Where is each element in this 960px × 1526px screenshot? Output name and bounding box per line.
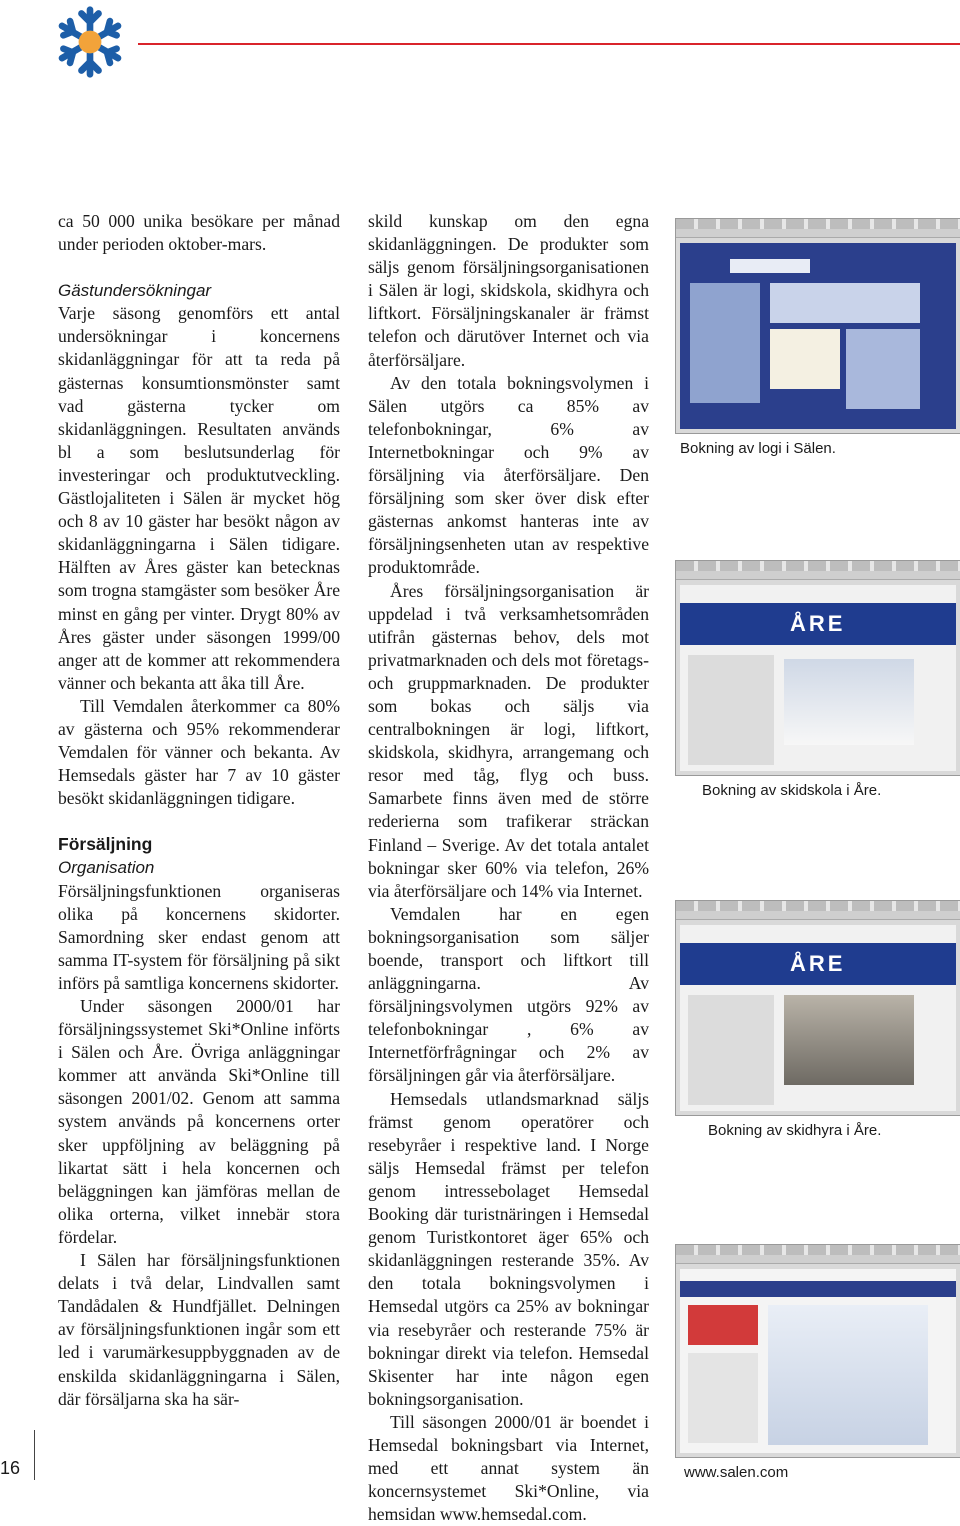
header-rule (138, 43, 960, 45)
nav-list (688, 1353, 758, 1443)
snowflake-logo-icon (52, 4, 128, 80)
subheading-organisation: Organisation (58, 858, 155, 878)
rental-photo (784, 995, 914, 1085)
site-header-bar (680, 1281, 956, 1297)
paragraph: Varje säsong genomförs ett antal undersökningar i koncernens skidanläggningar för att ta reda på gästernas konsumtionsmönster samt vad gästerna tycker om skidanläggningen. Resultaten används bl a som beslutsunderlag för investeringar och produktutveckling. Gästlojaliteten i Sälen är mycket hög och 8 av 10 gäster har besökt någon av skidanläggningarna i Sälen tidigare. Hälften av Åres gäster kan betecknas som trogna stamgäster som besöker Åre minst en gång per vinter. Drygt 80% av Åres gäster under säsongen 1999/00 anger att de kommer att rekommendera vänner och bekanta att åka till Åre. (58, 303, 340, 693)
text-column-middle (368, 210, 649, 1526)
skier-photo (784, 659, 914, 745)
paragraph: Till säsongen 2000/01 är boendet i Hemsedal bokningsbart via Internet, med ett annat system än koncernsystemet Ski*Online, via hemsidan www.hemsedal.com. (368, 1411, 649, 1525)
booking-form-box (770, 329, 840, 389)
welcome-box (770, 283, 920, 323)
paragraph: Försäljningsfunktionen organiseras olika på koncernens skidorter. Samordning sker endast genom att samma IT-system för försäljning på sikt införs på samtliga koncernens skidorter. (58, 880, 340, 993)
are-banner-text: ÅRE (790, 611, 846, 636)
paragraph: ca 50 000 unika besökare per månad under perioden oktober-mars. (58, 211, 340, 255)
screenshot-are-skidskola (675, 560, 960, 776)
paragraph: Av den totala bokningsvolymen i Sälen utgörs ca 85% av telefonbokningar, 6% av Internetbokningar och 9% av försäljning via återförsäljare. Den försäljning som sker över disk efter gästernas ankomst hanteras inte av försäljningsenheten utan av respektive produktområde. (368, 372, 649, 578)
screenshot-salen-logi (675, 218, 960, 434)
skier-collage (768, 1305, 928, 1445)
info-box (846, 329, 920, 409)
paragraph: Hemsedals utlandsmarknad säljs främst genom operatörer och resebyråer i respektive land. I Norge säljs Hemsedal främst per telefon genom intressebolaget Hemsedal Booking där turistnäringen i Hemsedal genom Turistkontoret äger 65% och skidanläggningen resterande 35%. Av den totala bokningsvolymen i Hemsedal utgörs ca 25% av bokningar via resebyråer och resterande 75% är bokningar direkt via telefon. Hemsedal Skisenter har inte någon egen bokningsorganisation. (368, 1088, 649, 1409)
left-text-block (688, 995, 774, 1105)
screenshot-are-skidhyra (675, 900, 960, 1116)
paragraph: skild kunskap om den egna skidanläggningen. De produkter som säljs genom försäljningsorganisationen i Sälen är logi, skidskola, skidhyra och liftkort. Försäljningskanaler är främst telefon och därutöver Internet och via återförsäljare. (368, 211, 649, 370)
text-column-left (58, 210, 340, 1411)
left-text-block (688, 655, 774, 765)
caption: Bokning av skidskola i Åre. (702, 782, 882, 799)
sidebar-panel (690, 283, 760, 403)
are-banner (680, 943, 956, 985)
promo-box (688, 1305, 758, 1345)
heading-forsaljning: Försäljning (58, 834, 153, 855)
caption: Bokning av skidhyra i Åre. (708, 1122, 882, 1139)
paragraph: Vemdalen har en egen bokningsorganisation som säljer boende, transport och liftkort till anläggningarna. Av försäljningsvolymen utgörs 92% av telefonbokningar , 6% av Internetförfrågningar och 2% av försäljningen går via återförsäljare. (368, 903, 649, 1086)
subheading-gastundersokningar: Gästundersökningar (58, 281, 212, 301)
paragraph: Under säsongen 2000/01 har försäljningssystemet Ski*Online införts i Sälen och Åre. Övriga anläggningar kommer att använda Ski*Online till säsongen 2001/02. Genom att samma system används på koncernens orter sker uppföljning av beläggning på likartat sätt i hela koncernen och beläggningen kan jämföras mellan de olika orterna, vilket innebär stora fördelar. (58, 996, 340, 1247)
caption: Bokning av logi i Sälen. (680, 440, 836, 457)
are-banner-text: ÅRE (790, 951, 846, 976)
paragraph: I Sälen har försäljningsfunktionen delats i två delar, Lindvallen samt Tandådalen & Hundfjället. Delningen av försäljningsfunktionen ingår som ett led i varumärkesuppbyggnaden av de enskilda skidanläggningarna i Sälen, där försäljarna ska ha sär- (58, 1250, 340, 1409)
caption-url: www.salen.com (684, 1464, 789, 1481)
paragraph: Åres försäljningsorganisation är uppdelad i två verksamhetsområden utifrån gästernas behov, dels mot privatmarknaden och dels mot företags- och gruppmarknaden. De produkter som bokas och säljs via centralbokningen är logi, liftkort, skidskola, skidhyra, arrangemang och resor med tåg, flyg och buss. Samarbete finns även med de större rederierna som trafikerar sträckan Finland – Sverige. Av det totala antalet bokningar sker 60% via telefon, 26% via återförsäljare och 14% via Internet. (368, 580, 649, 901)
page-number: 16 (0, 1458, 21, 1478)
site-logo-placeholder (730, 259, 810, 273)
page-number-rule (34, 1430, 35, 1480)
screenshot-salen-com (675, 1244, 960, 1458)
paragraph: Till Vemdalen återkommer ca 80% av gästerna och 95% rekommenderar Vemdalen för vänner och bekanta. Av Hemsedals gäster har 7 av 10 gäster besökt skidanläggningen tidigare. (58, 695, 340, 809)
are-banner (680, 603, 956, 645)
